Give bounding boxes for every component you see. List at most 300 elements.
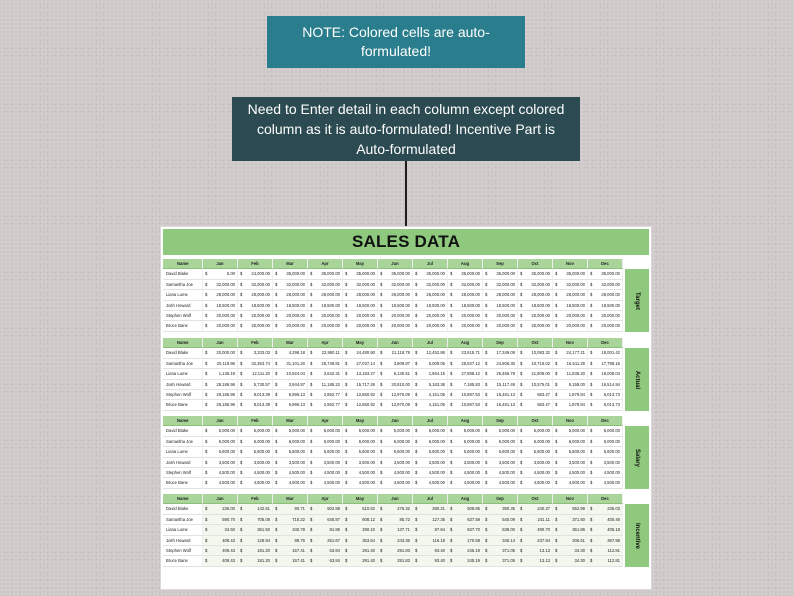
value-cell[interactable] (448, 269, 483, 279)
value-cell[interactable] (448, 369, 483, 379)
value-cell[interactable] (588, 468, 623, 478)
column-header-month: Jan (203, 494, 238, 504)
row-name[interactable]: Josh Howard (163, 536, 203, 546)
value-cell[interactable] (203, 369, 238, 379)
value-cell[interactable] (343, 269, 378, 279)
value-cell[interactable] (203, 437, 238, 447)
value-cell[interactable] (308, 359, 343, 369)
currency-symbol: $ (380, 281, 383, 287)
cell-value: 28,000.00 (356, 292, 375, 298)
value-cell[interactable] (203, 400, 238, 410)
value-cell[interactable] (483, 269, 518, 279)
value-cell (518, 525, 553, 535)
value-cell[interactable] (378, 369, 413, 379)
value-cell[interactable] (203, 458, 238, 468)
cell-value: 112.81 (607, 558, 620, 564)
sheet-title: SALES DATA (163, 229, 649, 255)
value-cell[interactable] (553, 458, 588, 468)
value-cell (413, 525, 448, 535)
value-cell[interactable] (588, 458, 623, 468)
cell-value: 5,600.00 (428, 449, 445, 455)
value-cell[interactable] (448, 311, 483, 321)
value-cell[interactable] (518, 380, 553, 390)
cell-value: 4,500.00 (498, 480, 515, 486)
currency-symbol: $ (450, 391, 453, 397)
value-cell[interactable] (273, 400, 308, 410)
value-cell[interactable] (343, 348, 378, 358)
value-cell[interactable] (203, 290, 238, 300)
cell-value: 25,466.78 (496, 371, 515, 377)
row-name[interactable]: Samantha Joe (163, 359, 203, 369)
value-cell[interactable] (308, 390, 343, 400)
value-cell[interactable] (273, 348, 308, 358)
value-cell[interactable] (518, 400, 553, 410)
section-label-salary (625, 426, 649, 488)
value-cell[interactable] (553, 468, 588, 478)
value-cell[interactable] (518, 290, 553, 300)
value-cell[interactable] (483, 311, 518, 321)
value-cell[interactable] (448, 380, 483, 390)
value-cell[interactable] (343, 369, 378, 379)
value-cell[interactable] (413, 468, 448, 478)
value-cell[interactable] (238, 290, 273, 300)
row-name[interactable]: Bruce Bane (163, 400, 203, 410)
value-cell[interactable] (273, 301, 308, 311)
value-cell[interactable] (203, 301, 238, 311)
value-cell[interactable] (308, 280, 343, 290)
value-cell[interactable] (413, 369, 448, 379)
row-name[interactable]: David Blake (163, 269, 203, 279)
value-cell[interactable] (518, 311, 553, 321)
value-cell[interactable] (238, 269, 273, 279)
value-cell[interactable] (588, 269, 623, 279)
currency-symbol: $ (590, 371, 593, 377)
value-cell[interactable] (553, 447, 588, 457)
cell-value: 3,944.87 (288, 381, 305, 387)
value-cell[interactable] (588, 400, 623, 410)
value-cell[interactable] (343, 301, 378, 311)
value-cell[interactable] (518, 321, 553, 331)
value-cell[interactable] (308, 290, 343, 300)
value-cell[interactable] (553, 369, 588, 379)
cell-value: 4,500.00 (358, 469, 375, 475)
value-cell[interactable] (483, 348, 518, 358)
row-name[interactable]: Stephen Wolf (163, 311, 203, 321)
value-cell[interactable] (413, 426, 448, 436)
value-cell[interactable] (343, 290, 378, 300)
value-cell[interactable] (378, 390, 413, 400)
value-cell[interactable] (273, 458, 308, 468)
value-cell[interactable] (343, 468, 378, 478)
cell-value: 112.81 (607, 547, 620, 553)
value-cell[interactable] (343, 478, 378, 488)
value-cell[interactable] (448, 301, 483, 311)
value-cell[interactable] (378, 437, 413, 447)
value-cell[interactable] (238, 321, 273, 331)
value-cell[interactable] (588, 426, 623, 436)
value-cell[interactable] (413, 348, 448, 358)
value-cell[interactable] (343, 280, 378, 290)
value-cell[interactable] (308, 426, 343, 436)
value-cell[interactable] (553, 400, 588, 410)
value-cell[interactable] (448, 359, 483, 369)
value-cell[interactable] (238, 280, 273, 290)
row-name[interactable]: Samantha Joe (163, 437, 203, 447)
value-cell[interactable] (588, 390, 623, 400)
value-cell[interactable] (588, 369, 623, 379)
value-cell[interactable] (308, 311, 343, 321)
row-name[interactable]: Stephen Wolf (163, 468, 203, 478)
value-cell[interactable] (413, 390, 448, 400)
value-cell[interactable] (273, 280, 308, 290)
value-cell[interactable] (413, 269, 448, 279)
value-cell (343, 525, 378, 535)
value-cell[interactable] (238, 468, 273, 478)
value-cell[interactable] (448, 468, 483, 478)
value-cell[interactable] (448, 390, 483, 400)
value-cell[interactable] (343, 437, 378, 447)
value-cell (378, 504, 413, 514)
value-cell[interactable] (553, 290, 588, 300)
cell-value: 3,500.00 (568, 459, 585, 465)
value-cell[interactable] (273, 468, 308, 478)
row-name[interactable]: Bruce Bane (163, 321, 203, 331)
value-cell[interactable] (413, 311, 448, 321)
value-cell[interactable] (273, 359, 308, 369)
value-cell[interactable] (588, 290, 623, 300)
value-cell[interactable] (308, 478, 343, 488)
value-cell[interactable] (203, 321, 238, 331)
cell-value: 3,642.31 (323, 371, 340, 377)
row-name[interactable]: David Blake (163, 504, 203, 514)
value-cell[interactable] (518, 426, 553, 436)
value-cell[interactable] (203, 280, 238, 290)
value-cell[interactable] (378, 280, 413, 290)
row-name[interactable]: Liana Lume (163, 447, 203, 457)
value-cell[interactable] (378, 348, 413, 358)
value-cell[interactable] (203, 380, 238, 390)
cell-value: 6,996.13 (288, 391, 305, 397)
value-cell[interactable] (238, 426, 273, 436)
value-cell[interactable] (308, 348, 343, 358)
cell-value: 3,500.00 (218, 459, 235, 465)
currency-symbol: $ (555, 302, 558, 308)
value-cell[interactable] (378, 447, 413, 457)
row-name[interactable]: Stephen Wolf (163, 546, 203, 556)
value-cell[interactable] (238, 301, 273, 311)
value-cell[interactable] (203, 359, 238, 369)
value-cell[interactable] (308, 321, 343, 331)
cell-value: 18,008.04 (601, 371, 620, 377)
value-cell[interactable] (448, 437, 483, 447)
value-cell[interactable] (588, 359, 623, 369)
value-cell[interactable] (203, 426, 238, 436)
value-cell (483, 536, 518, 546)
currency-symbol: $ (380, 558, 383, 564)
value-cell[interactable] (413, 400, 448, 410)
value-cell[interactable] (308, 437, 343, 447)
value-cell[interactable] (378, 380, 413, 390)
value-cell[interactable] (553, 311, 588, 321)
value-cell[interactable] (518, 478, 553, 488)
value-cell[interactable] (448, 426, 483, 436)
value-cell[interactable] (483, 301, 518, 311)
value-cell[interactable] (238, 458, 273, 468)
cell-value: 6,130.51 (393, 371, 410, 377)
cell-value: 20,000.00 (531, 312, 550, 318)
cell-value: 21,118.78 (391, 350, 410, 356)
value-cell[interactable] (483, 321, 518, 331)
value-cell[interactable] (378, 426, 413, 436)
row-name[interactable]: David Blake (163, 348, 203, 358)
value-cell[interactable] (273, 478, 308, 488)
value-cell[interactable] (308, 269, 343, 279)
value-cell[interactable] (588, 380, 623, 390)
value-cell[interactable] (448, 290, 483, 300)
currency-symbol: $ (590, 381, 593, 387)
value-cell[interactable] (343, 321, 378, 331)
cell-value: 20,000.00 (216, 312, 235, 318)
value-cell[interactable] (588, 447, 623, 457)
column-header-name: Name (163, 259, 203, 269)
row-name[interactable]: Stephen Wolf (163, 390, 203, 400)
currency-symbol: $ (205, 527, 208, 533)
currency-symbol: $ (275, 506, 278, 512)
value-cell (588, 515, 623, 525)
value-cell[interactable] (238, 369, 273, 379)
value-cell[interactable] (448, 321, 483, 331)
currency-symbol: $ (590, 449, 593, 455)
value-cell[interactable] (273, 321, 308, 331)
value-cell[interactable] (203, 447, 238, 457)
value-cell[interactable] (588, 437, 623, 447)
value-cell[interactable] (273, 290, 308, 300)
value-cell (343, 546, 378, 556)
currency-symbol: $ (380, 271, 383, 277)
row-name[interactable]: Bruce Bane (163, 556, 203, 566)
value-cell[interactable] (308, 369, 343, 379)
value-cell[interactable] (483, 369, 518, 379)
value-cell[interactable] (343, 426, 378, 436)
value-cell[interactable] (588, 321, 623, 331)
row-name[interactable]: Josh Howard (163, 458, 203, 468)
value-cell[interactable] (238, 359, 273, 369)
value-cell[interactable] (343, 458, 378, 468)
currency-symbol: $ (485, 381, 488, 387)
value-cell[interactable] (553, 390, 588, 400)
currency-symbol: $ (450, 469, 453, 475)
value-cell[interactable] (273, 380, 308, 390)
value-cell[interactable] (588, 478, 623, 488)
value-cell[interactable] (378, 400, 413, 410)
value-cell[interactable] (238, 437, 273, 447)
value-cell[interactable] (308, 380, 343, 390)
row-name[interactable]: Liana Lume (163, 369, 203, 379)
value-cell[interactable] (378, 478, 413, 488)
cell-value: 15,717.26 (356, 381, 375, 387)
value-cell[interactable] (448, 478, 483, 488)
value-cell (588, 546, 623, 556)
value-cell[interactable] (238, 390, 273, 400)
row-name[interactable]: David Blake (163, 426, 203, 436)
value-cell[interactable] (308, 447, 343, 457)
value-cell[interactable] (518, 359, 553, 369)
row-name[interactable]: Liana Lume (163, 525, 203, 535)
cell-value: 20,000.00 (216, 350, 235, 356)
value-cell[interactable] (413, 437, 448, 447)
value-cell[interactable] (378, 311, 413, 321)
value-cell[interactable] (518, 390, 553, 400)
currency-symbol: $ (380, 302, 383, 308)
cell-value: 590.70 (222, 516, 235, 522)
value-cell[interactable] (553, 437, 588, 447)
cell-value: 6,000.00 (603, 438, 620, 444)
currency-symbol: $ (380, 547, 383, 553)
value-cell[interactable] (518, 348, 553, 358)
value-cell[interactable] (448, 400, 483, 410)
value-cell[interactable] (343, 359, 378, 369)
value-cell[interactable] (308, 458, 343, 468)
value-cell[interactable] (238, 348, 273, 358)
value-cell[interactable] (518, 447, 553, 457)
currency-symbol: $ (450, 323, 453, 329)
value-cell[interactable] (588, 348, 623, 358)
value-cell[interactable] (553, 301, 588, 311)
value-cell[interactable] (553, 321, 588, 331)
value-cell[interactable] (553, 359, 588, 369)
value-cell[interactable] (273, 269, 308, 279)
row-name[interactable]: Samantha Joe (163, 280, 203, 290)
value-cell[interactable] (553, 478, 588, 488)
value-cell[interactable] (588, 311, 623, 321)
value-cell[interactable] (273, 426, 308, 436)
value-cell[interactable] (203, 390, 238, 400)
value-cell[interactable] (553, 269, 588, 279)
row-name[interactable]: Bruce Bane (163, 478, 203, 488)
value-cell[interactable] (553, 348, 588, 358)
value-cell[interactable] (588, 301, 623, 311)
value-cell[interactable] (273, 311, 308, 321)
value-cell[interactable] (413, 478, 448, 488)
value-cell[interactable] (273, 437, 308, 447)
value-cell[interactable] (238, 311, 273, 321)
value-cell[interactable] (483, 400, 518, 410)
value-cell[interactable] (413, 447, 448, 457)
value-cell[interactable] (483, 380, 518, 390)
value-cell[interactable] (378, 301, 413, 311)
value-cell[interactable] (308, 400, 343, 410)
value-cell[interactable] (203, 269, 238, 279)
value-cell[interactable] (238, 447, 273, 457)
value-cell[interactable] (413, 359, 448, 369)
value-cell[interactable] (203, 468, 238, 478)
value-cell[interactable] (483, 447, 518, 457)
column-header-month: Nov (553, 416, 588, 426)
value-cell[interactable] (518, 458, 553, 468)
value-cell[interactable] (448, 280, 483, 290)
value-cell[interactable] (343, 380, 378, 390)
value-cell[interactable] (378, 321, 413, 331)
value-cell[interactable] (203, 478, 238, 488)
value-cell[interactable] (448, 348, 483, 358)
value-cell[interactable] (378, 468, 413, 478)
value-cell[interactable] (203, 311, 238, 321)
value-cell[interactable] (413, 380, 448, 390)
value-cell[interactable] (553, 380, 588, 390)
row-name[interactable]: Samantha Joe (163, 515, 203, 525)
value-cell[interactable] (518, 468, 553, 478)
row-name[interactable]: Josh Howard (163, 380, 203, 390)
value-cell[interactable] (343, 400, 378, 410)
value-cell (588, 525, 623, 535)
value-cell[interactable] (343, 447, 378, 457)
cell-value: 290.10 (362, 527, 375, 533)
value-cell[interactable] (588, 280, 623, 290)
cell-value: 10,575.01 (531, 381, 550, 387)
value-cell (308, 504, 343, 514)
value-cell[interactable] (448, 458, 483, 468)
value-cell[interactable] (413, 458, 448, 468)
value-cell[interactable] (483, 468, 518, 478)
value-cell[interactable] (273, 447, 308, 457)
value-cell[interactable] (518, 437, 553, 447)
value-cell[interactable] (273, 390, 308, 400)
value-cell[interactable] (413, 280, 448, 290)
value-cell[interactable] (273, 369, 308, 379)
value-cell[interactable] (343, 311, 378, 321)
value-cell[interactable] (238, 478, 273, 488)
value-cell[interactable] (308, 468, 343, 478)
value-cell[interactable] (413, 290, 448, 300)
row-name[interactable]: Josh Howard (163, 301, 203, 311)
value-cell[interactable] (203, 348, 238, 358)
value-cell[interactable] (378, 458, 413, 468)
currency-symbol: $ (450, 402, 453, 408)
value-cell[interactable] (378, 290, 413, 300)
value-cell[interactable] (518, 269, 553, 279)
value-cell[interactable] (483, 478, 518, 488)
value-cell[interactable] (483, 426, 518, 436)
value-cell[interactable] (518, 301, 553, 311)
cell-value: 12,111.20 (251, 371, 270, 377)
row-name[interactable]: Liana Lume (163, 290, 203, 300)
value-cell[interactable] (483, 290, 518, 300)
value-cell[interactable] (483, 390, 518, 400)
value-cell[interactable] (483, 359, 518, 369)
value-cell[interactable] (553, 426, 588, 436)
cell-value: 20,000.00 (461, 323, 480, 329)
value-cell[interactable] (238, 400, 273, 410)
value-cell[interactable] (378, 269, 413, 279)
value-cell[interactable] (378, 359, 413, 369)
value-cell[interactable] (483, 437, 518, 447)
cell-value: 240.37 (537, 506, 550, 512)
value-cell[interactable] (483, 280, 518, 290)
value-cell[interactable] (518, 280, 553, 290)
value-cell[interactable] (483, 458, 518, 468)
currency-symbol: $ (275, 527, 278, 533)
value-cell[interactable] (238, 380, 273, 390)
value-cell[interactable] (413, 301, 448, 311)
value-cell[interactable] (413, 321, 448, 331)
currency-symbol: $ (415, 360, 418, 366)
value-cell (273, 504, 308, 514)
value-cell[interactable] (308, 301, 343, 311)
value-cell[interactable] (343, 390, 378, 400)
value-cell[interactable] (518, 369, 553, 379)
value-cell[interactable] (553, 280, 588, 290)
value-cell[interactable] (448, 447, 483, 457)
